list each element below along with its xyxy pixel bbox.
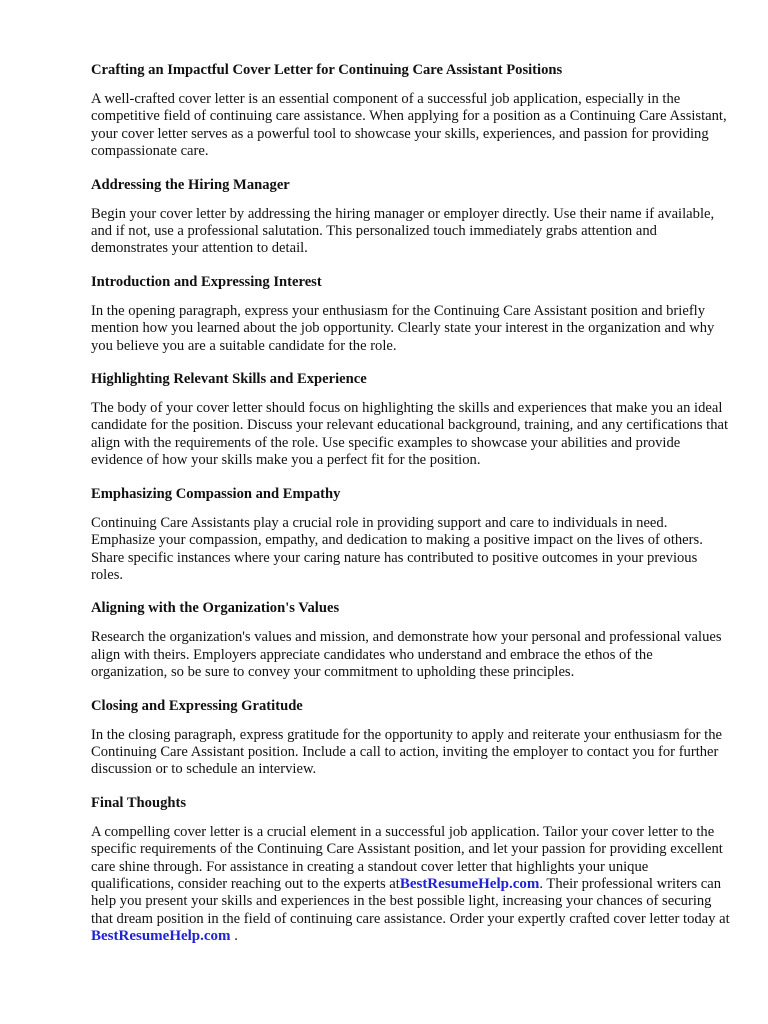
section-body-addressing: Begin your cover letter by addressing the hiring manager or employer directly. Use their name if available, and if not, use a professional salutation. This personalized touch immediately grabs attention and demonstrates your attention to detail. bbox=[91, 205, 715, 257]
section-heading-introduction: Introduction and Expressing Interest bbox=[91, 273, 322, 290]
final-text-part2: . Their professional writers can help you present your skills and experiences in the best possible light, increasing your chances of securing that dream position in the field of continuing care assistance. Order your expertly crafted cover letter today at bbox=[91, 875, 730, 927]
section-body-values: Research the organization's values and mission, and demonstrate how your personal and professional values align with theirs. Employers appreciate candidates who understand and embrace the ethos of the organization, so be sure to convey your commitment to upholding these principles. bbox=[91, 629, 722, 681]
intro-paragraph: A well-crafted cover letter is an essential component of a successful job application, especially in the competitive field of continuing care assistance. When applying for a position as a Continuing Care Assistant, your cover letter serves as a powerful tool to showcase your skills, experiences, and passion for providing compassionate care. bbox=[91, 91, 727, 160]
section-heading-values: Aligning with the Organization's Values bbox=[91, 600, 340, 617]
section-body-compassion: Continuing Care Assistants play a crucial role in providing support and care to individuals in need. Emphasize your compassion, empathy, and dedication to making a positive impact on the lives of others. Share specific instances where your caring nature has contributed to positive outcomes in your previous roles. bbox=[91, 514, 703, 583]
final-text-part3: . bbox=[230, 928, 238, 945]
section-body-closing: In the closing paragraph, express gratitude for the opportunity to apply and reiterate your enthusiasm for the Continuing Care Assistant position. Include a call to action, inviting the employer to contact you for further discussion or to schedule an interview. bbox=[91, 726, 722, 778]
section-heading-closing: Closing and Expressing Gratitude bbox=[91, 697, 303, 714]
section-body-skills: The body of your cover letter should focus on highlighting the skills and experiences that make you an ideal candidate for the position. Discuss your relevant educational background, training, and any certifications that align with the requirements of the role. Use specific examples to showcase your abilities and provide evidence of how your skills make you a perfect fit for the position. bbox=[91, 400, 729, 469]
section-heading-addressing: Addressing the Hiring Manager bbox=[91, 176, 290, 193]
document-page bbox=[91, 61, 731, 961]
section-heading-skills: Highlighting Relevant Skills and Experience bbox=[91, 371, 367, 388]
section-body-introduction: In the opening paragraph, express your enthusiasm for the Continuing Care Assistant position and briefly mention how you learned about the job opportunity. Clearly state your interest in the organization and why you believe you are a suitable candidate for the role. bbox=[91, 302, 715, 354]
section-heading-final-thoughts: Final Thoughts bbox=[91, 794, 187, 811]
document-title: Crafting an Impactful Cover Letter for Continuing Care Assistant Positions bbox=[91, 62, 563, 78]
final-text-part1: A compelling cover letter is a crucial element in a successful job application. Tailor your cover letter to the specific requirements of the Continuing Care Assistant position, and let your passion for providing excellent care shine through. For assistance in creating a standout cover letter that highlights your unique qualifications, consider reaching out to the experts at bbox=[91, 823, 723, 892]
section-heading-compassion: Emphasizing Compassion and Empathy bbox=[91, 485, 341, 502]
final-thoughts-paragraph bbox=[91, 824, 731, 946]
bestresumehelp-link-2[interactable]: BestResumeHelp.com bbox=[91, 928, 231, 945]
bestresumehelp-link-1[interactable]: BestResumeHelp.com bbox=[399, 875, 540, 892]
